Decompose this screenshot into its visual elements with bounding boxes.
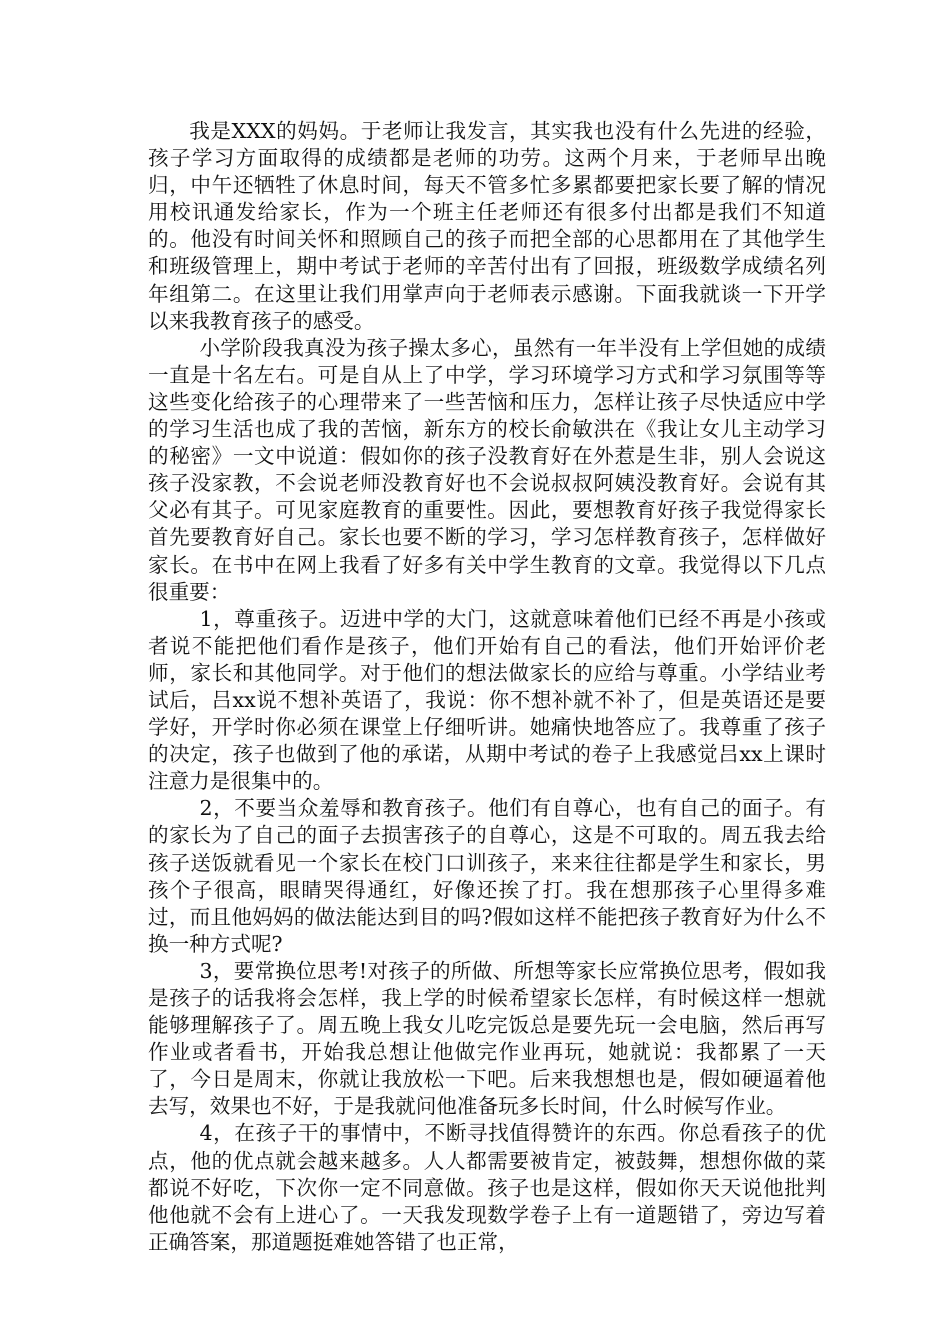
paragraph-point-2: 2，不要当众羞辱和教育孩子。他们有自尊心，也有自己的面子。有的家长为了自己的面子去损害孩子的自尊心，这是不可取的。周五我去给孩子送饭就看见一个家长在校门口训孩子，来来往往都是学生和家长，男孩个子很高，眼睛哭得通红，好像还挨了打。我在想那孩子心里得多难过，而且他妈妈的做法能达到目的吗?假如这样不能把孩子教育好为什么不换一种方式呢? xyxy=(148,796,826,956)
paragraph-point-4: 4，在孩子干的事情中，不断寻找值得赞许的东西。你总看孩子的优点，他的优点就会越来越多。人人都需要被肯定，被鼓舞，想想你做的菜都说不好吃，下次你一定不同意做。孩子也是这样，假如你天天说他批判他他就不会有上进心了。一天我发现数学卷子上有一道题错了，旁边写着正确答案，那道题挺难她答错了也正常， xyxy=(148,1121,826,1254)
paragraph-intro: 我是XXX的妈妈。于老师让我发言，其实我也没有什么先进的经验，孩子学习方面取得的成绩都是老师的功劳。这两个月来，于老师早出晚归，中午还牺牲了休息时间，每天不管多忙多累都要把家长要了解的情况用校讯通发给家长，作为一个班主任老师还有很多付出都是我们不知道的。他没有时间关怀和照顾自己的孩子而把全部的心思都用在了其他学生和班级管理上，期中考试于老师的辛苦付出有了回报，班级数学成绩名列年组第二。在这里让我们用掌声向于老师表示感谢。下面我就谈一下开学以来我教育孩子的感受。 xyxy=(148,119,826,333)
paragraph-point-1: 1，尊重孩子。迈进中学的大门，这就意味着他们已经不再是小孩或者说不能把他们看作是孩子，他们开始有自己的看法，他们开始评价老师，家长和其他同学。对于他们的想法做家长的应给与尊重。小学结业考试后，吕xx说不想补英语了，我说：你不想补就不补了，但是英语还是要学好，开学时你必须在课堂上仔细听讲。她痛快地答应了。我尊重了孩子的决定，孩子也做到了他的承诺，从期中考试的卷子上我感觉吕xx上课时注意力是很集中的。 xyxy=(148,606,826,794)
document-body xyxy=(148,118,826,1256)
paragraph-primary-school: 小学阶段我真没为孩子操太多心，虽然有一年半没有上学但她的成绩一直是十名左右。可是自从上了中学，学习环境学习方式和学习氛围等等这些变化给孩子的心理带来了一些苦恼和压力，怎样让孩子尽快适应中学的学习生活也成了我的苦恼，新东方的校长俞敏洪在《我让女儿主动学习的秘密》一文中说道：假如你的孩子没教育好在外惹是生非，别人会说这孩子没家教，不会说老师没教育好也不会说叔叔阿姨没教育好。会说有其父必有其子。可见家庭教育的重要性。因此，要想教育好孩子我觉得家长首先要教育好自己。家长也要不断的学习，学习怎样教育孩子，怎样做好家长。在书中在网上我看了好多有关中学生教育的文章。我觉得以下几点很重要： xyxy=(148,335,826,604)
paragraph-point-3: 3，要常换位思考!对孩子的所做、所想等家长应常换位思考，假如我是孩子的话我将会怎样，我上学的时候希望家长怎样，有时候这样一想就能够理解孩子了。周五晚上我女儿吃完饭总是要先玩一会电脑，然后再写作业或者看书，开始我总想让他做完作业再玩，她就说：我都累了一天了，今日是周末，你就让我放松一下吧。后来我想想也是，假如硬逼着他去写，效果也不好，于是我就问他准备玩多长时间，什么时候写作业。 xyxy=(148,958,826,1119)
